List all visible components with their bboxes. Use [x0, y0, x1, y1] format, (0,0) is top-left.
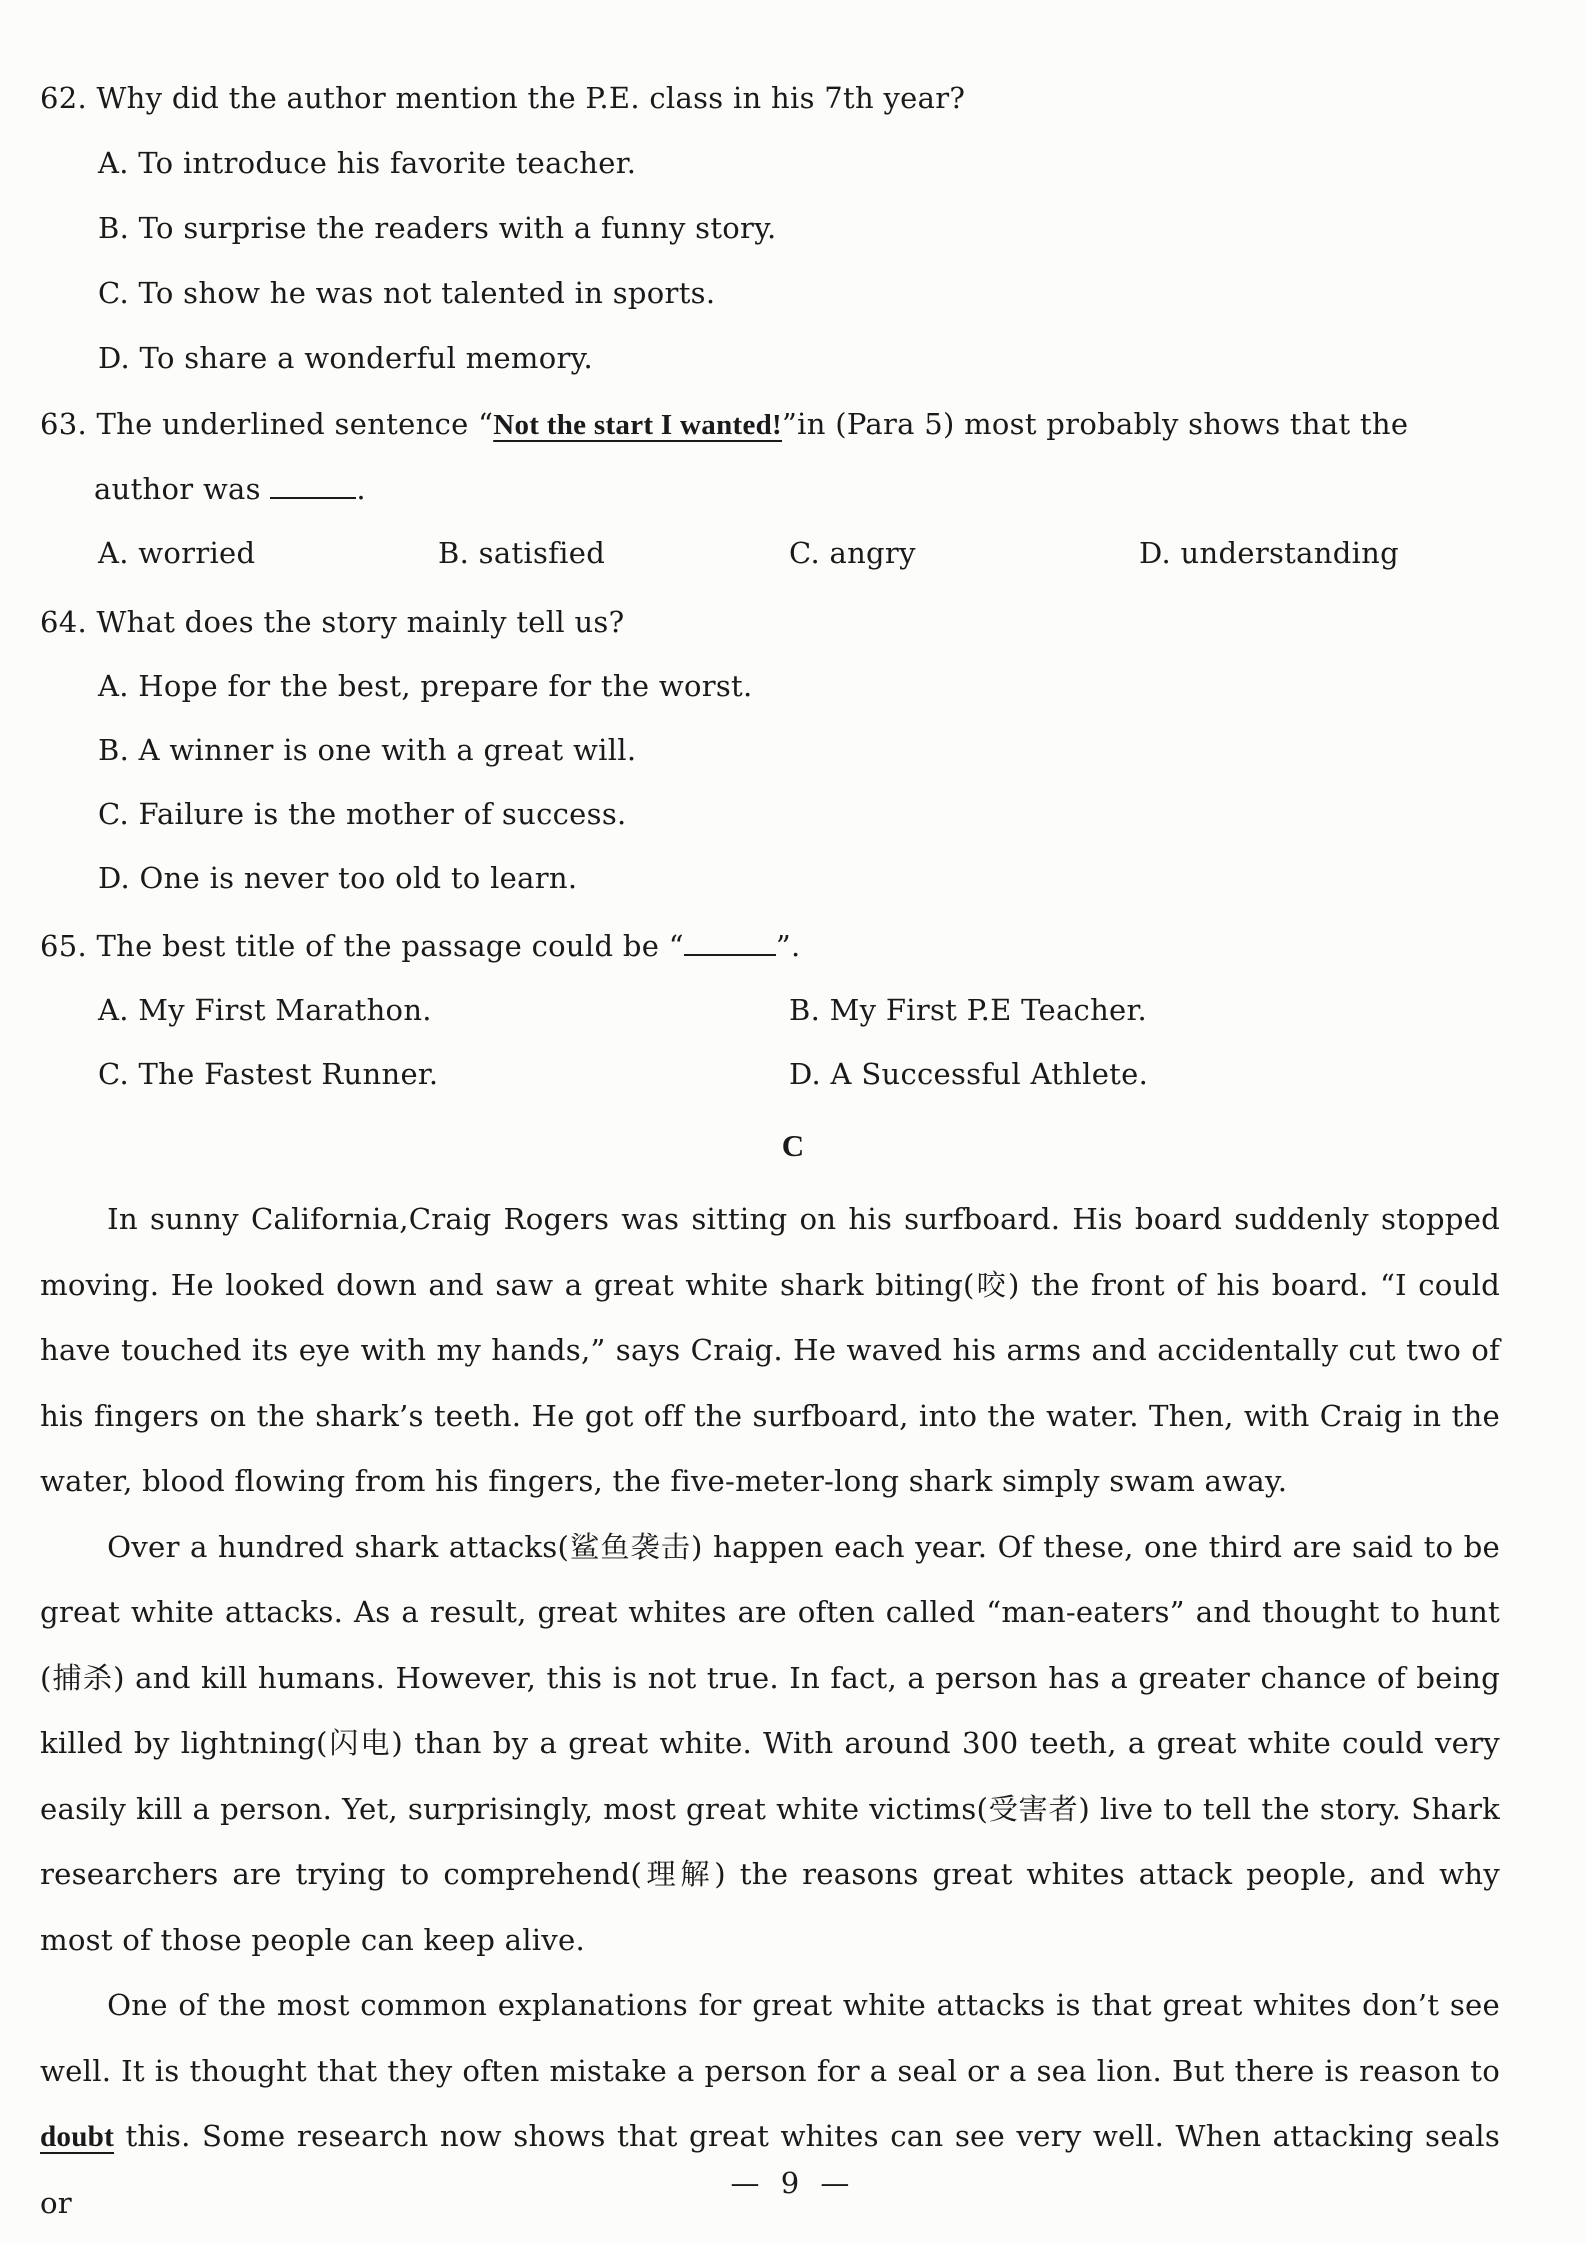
question-stem: 65. The best title of the passage could be “ ”.: [40, 929, 801, 963]
option-b: B. satisfied: [438, 536, 606, 570]
options-row-2: [40, 1054, 1520, 1094]
question-stem: [40, 404, 1520, 445]
passage-paragraph-2: Over a hundred shark attacks(鲨鱼袭击) happen each year. Of these, one third are said to be great white attacks. As a result, great whites are often called “man-eaters” and thought to hunt (捕杀) and kill humans. However, this is not true. In fact, a person has a greater chance of being killed by lightning(闪电) than by a great white. With around 300 teeth, a great white could very easily kill a person. Yet, surprisingly, most great white victims(受害者) live to tell the story. Shark researchers are trying to comprehend(理解) the reasons great whites attack people, and why most of those people can keep alive.: [40, 1529, 1500, 1957]
underlined-sentence: Not the start I wanted!: [493, 409, 783, 441]
option-c: C. Failure is the mother of success.: [98, 797, 627, 831]
option-a: A. To introduce his favorite teacher.: [98, 146, 637, 180]
question-stem: 64. What does the story mainly tell us?: [40, 605, 625, 639]
option-d: D. A Successful Athlete.: [789, 1057, 1149, 1091]
option-b: B. A winner is one with a great will.: [98, 733, 637, 767]
answer-blank: [270, 475, 356, 499]
question-63: [40, 404, 1520, 573]
option-c: C. angry: [789, 536, 916, 570]
stem-prefix: 63. The underlined sentence “: [40, 407, 494, 441]
question-62: [40, 78, 1520, 378]
question-stem: 62. Why did the author mention the P.E. class in his 7th year?: [40, 81, 966, 115]
option-a: A. worried: [98, 536, 256, 570]
option-c: C. The Fastest Runner.: [98, 1057, 439, 1091]
section-title: C: [781, 1128, 805, 1163]
option-a: A. Hope for the best, prepare for the worst.: [98, 669, 753, 703]
options-row-1: [40, 990, 1520, 1030]
option-b: B. My First P.E Teacher.: [789, 993, 1148, 1027]
question-stem-line2: author was .: [94, 472, 366, 506]
option-b: B. To surprise the readers with a funny story.: [98, 211, 777, 245]
options-row: [40, 533, 1520, 573]
passage-paragraph-1: In sunny California,Craig Rogers was sitting on his surfboard. His board suddenly stopped moving. He looked down and saw a great white shark biting(咬) the front of his board. “I could have touched its eye with my hands,” says Craig. He waved his arms and accidentally cut two of his fingers on the shark’s teeth. He got off the surfboard, into the water. Then, with Craig in the water, blood flowing from his fingers, the five-meter-long shark simply swam away.: [40, 1202, 1500, 1498]
option-c: C. To show he was not talented in sports.: [98, 276, 716, 310]
underlined-word: doubt: [40, 2121, 115, 2153]
passage-paragraph-3: One of the most common explanations for great white attacks is that great whites don’t see well. It is thought that they often mistake a person for a seal or a sea lion. But there is reason to doubt this. Some research now shows that great whites can see very well. When attacking seals or: [40, 1988, 1500, 2220]
option-d: D. One is never too old to learn.: [98, 861, 578, 895]
question-64: [40, 602, 1520, 898]
reading-passage: [40, 1187, 1500, 2236]
option-a: A. My First Marathon.: [98, 993, 432, 1027]
option-d: D. To share a wonderful memory.: [98, 341, 594, 375]
page-number: — 9 —: [730, 2166, 856, 2200]
stem-suffix: ”in (Para 5) most probably shows that the: [782, 407, 1409, 441]
answer-blank: [684, 932, 776, 956]
option-d: D. understanding: [1139, 536, 1399, 570]
question-65: [40, 926, 1520, 1094]
